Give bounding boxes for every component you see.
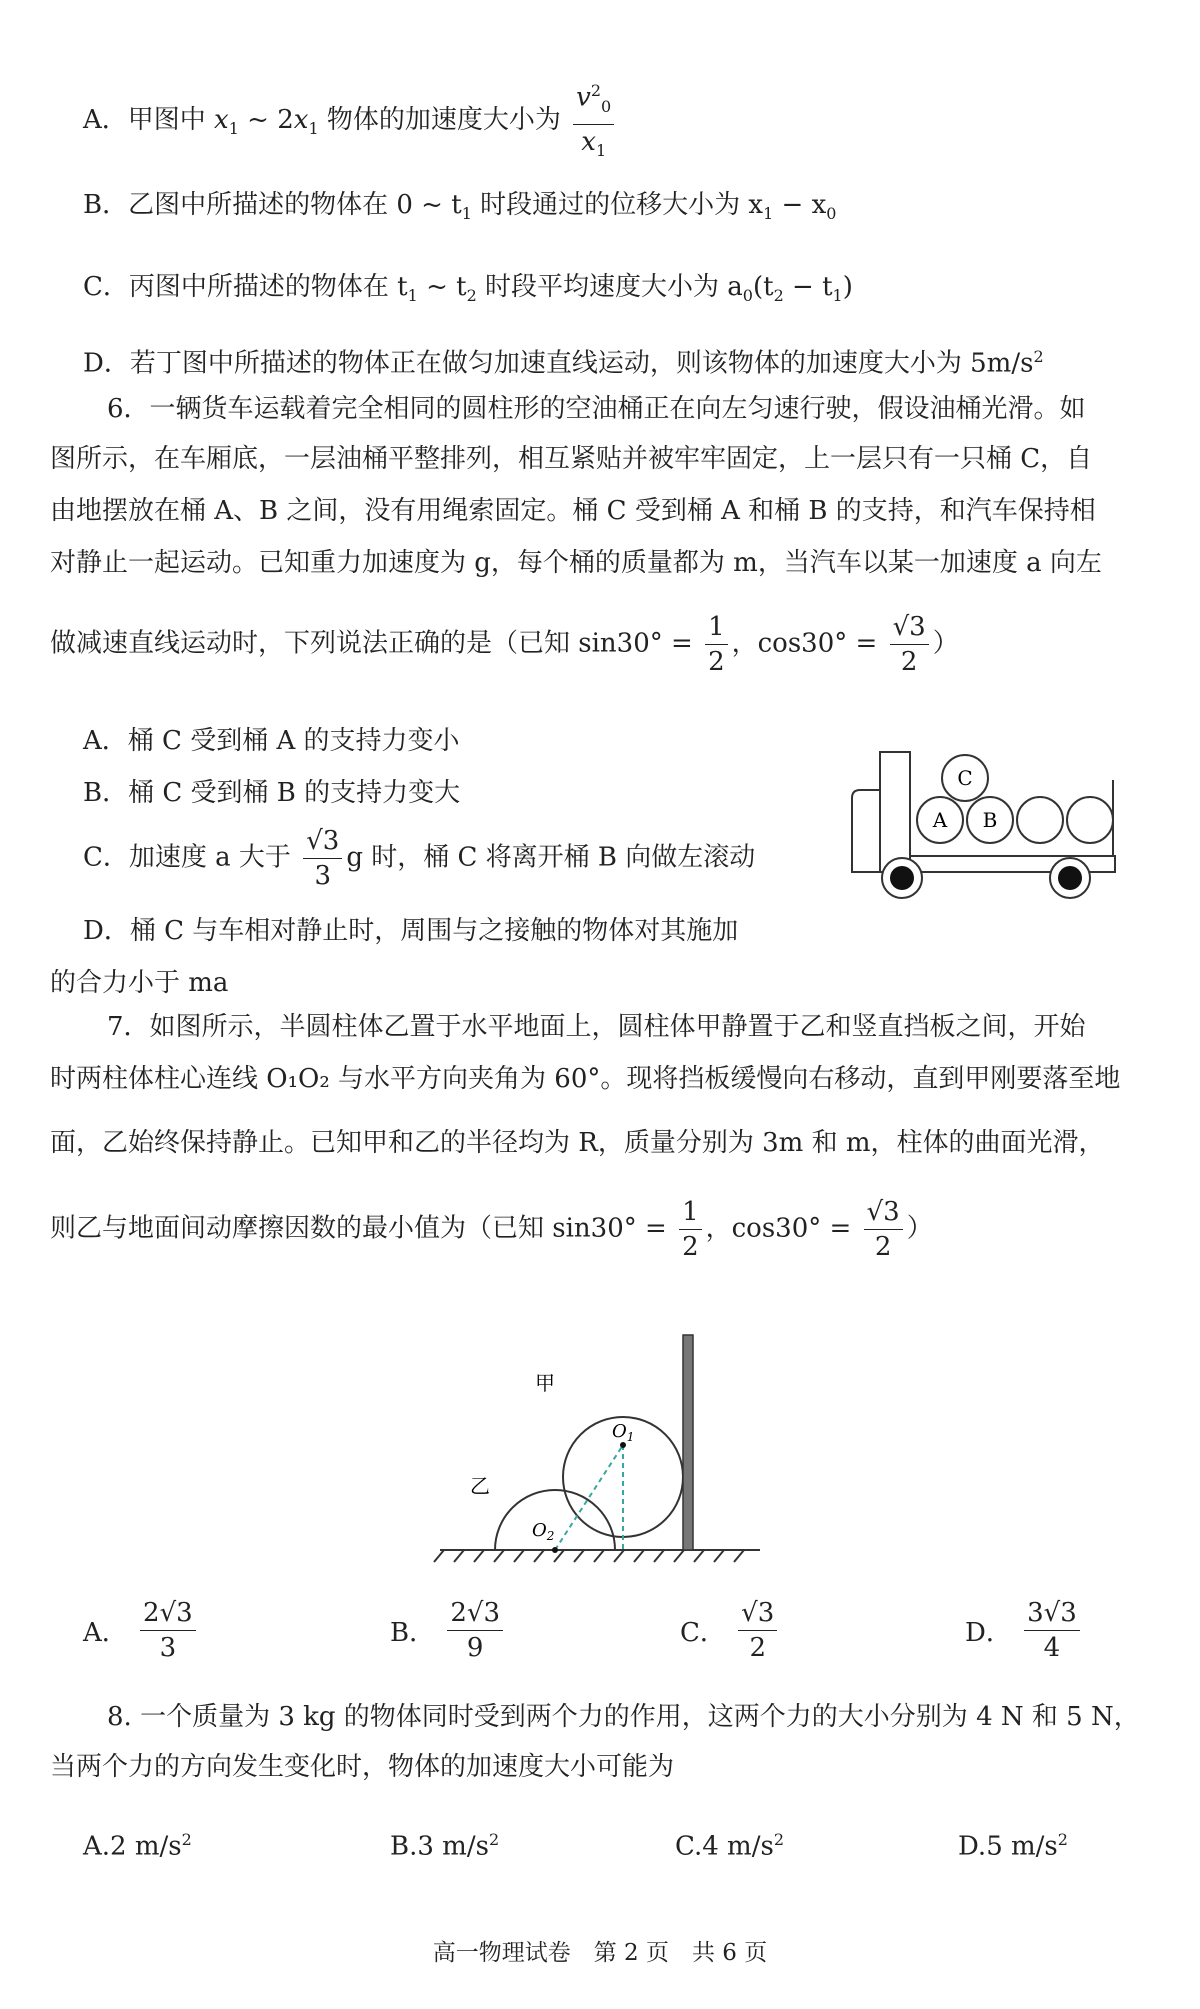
- q8-option-c: C.4 $m/s^2$: [675, 1830, 784, 1862]
- label-o1: $O_1$: [612, 1421, 635, 1444]
- q7-stem-line1: 7．如图所示，半圆柱体乙置于水平地面上，圆柱体甲静置于乙和竖直挡板之间，开始: [107, 1012, 1086, 1042]
- q5-option-d: D．若丁图中所描述的物体正在做匀加速直线运动，则该物体的加速度大小为 $5m/s^2$: [83, 347, 1044, 379]
- q6-stem-line2: 图所示，在车厢底，一层油桶平整排列，相互紧贴并被牢牢固定，上一层只有一只桶 C，自: [50, 444, 1093, 474]
- label-o2: $O_2$: [532, 1520, 555, 1543]
- q5-option-b: B．乙图中所描述的物体在 0 ~ $t_1$ 时段通过的位移大小为 $x_1 - x_0$: [83, 190, 837, 224]
- q6-option-d-line2: 的合力小于 ma: [50, 968, 229, 998]
- q7-stem-line4: 则乙与地面间动摩擦因数的最小值为（已知 sin30° = $\frac{1}{2}$ ，cos30° = $\frac{√3}{2}$ ）: [50, 1197, 933, 1262]
- truck-cab: [880, 752, 910, 872]
- half-cylinder-yi: [495, 1490, 615, 1550]
- wheel-hub-front: [890, 866, 914, 890]
- q7-option-d: D． $\frac{3√3}{4}$: [965, 1596, 1084, 1665]
- q7-option-a: A． $\frac{2√3}{3}$: [83, 1596, 200, 1665]
- point-o1: [620, 1442, 626, 1448]
- q6-stem-line3: 由地摆放在桶 A、B 之间，没有用绳索固定。桶 C 受到桶 A 和桶 B 的支持，和汽车保持相: [50, 496, 1096, 526]
- q6-option-b: B．桶 C 受到桶 B 的支持力变大: [83, 778, 461, 808]
- fraction: $\frac{v^2_0}{x_1}$: [573, 74, 614, 168]
- barrel-label-a: A: [932, 808, 948, 832]
- label-yi: 乙: [470, 1474, 490, 1498]
- cylinder-figure: [430, 1320, 770, 1570]
- q6-option-d-line1: D．桶 C 与车相对静止时，周围与之接触的物体对其施加: [83, 916, 739, 946]
- barrel-label-c: C: [957, 766, 973, 790]
- q7-option-c: C． $\frac{√3}{2}$: [680, 1596, 781, 1665]
- vertical-baffle: [683, 1335, 693, 1550]
- q7-option-b: B． $\frac{2√3}{9}$: [390, 1596, 507, 1665]
- truck-figure: [820, 740, 1150, 900]
- truck-cab-front: [852, 790, 880, 872]
- q5-option-c: C．丙图中所描述的物体在 $t_1$ ~ $t_2$ 时段平均速度大小为 $a_0(t_2 - t_1)$: [83, 272, 853, 306]
- q6-stem-line4: 对静止一起运动。已知重力加速度为 g，每个桶的质量都为 m，当汽车以某一加速度 a 向左: [50, 548, 1102, 578]
- page-footer: 高一物理试卷 第 2 页 共 6 页: [432, 1940, 768, 1966]
- fraction-half: $\frac{1}{2}$: [679, 1195, 702, 1264]
- fraction-cos: $\frac{√3}{2}$: [890, 610, 929, 679]
- barrel: [1067, 797, 1113, 843]
- barrel: [1017, 797, 1063, 843]
- q8-stem-line1: 8. 一个质量为 3 kg 的物体同时受到两个力的作用，这两个力的大小分别为 4 N 和 5 N，: [107, 1702, 1140, 1732]
- ground-hatch: [434, 1550, 744, 1562]
- q8-option-d: D.5 $m/s^2$: [958, 1830, 1068, 1862]
- q6-stem-line5: 做减速直线运动时，下列说法正确的是（已知 sin30° = $\frac{1}{2}$ ，cos30° = $\frac{√3}{2}$ ）: [50, 612, 959, 677]
- q5-option-a: A．甲图中 $x_1$ ~ $2x_1$ 物体的加速度大小为 $\frac{v^2_0}{x_1}$: [83, 74, 618, 168]
- fraction-half: $\frac{1}{2}$: [705, 610, 728, 679]
- q6-option-c: C．加速度 a 大于 $\frac{√3}{3}$ g 时，桶 C 将离开桶 B 向做左滚动: [83, 826, 756, 891]
- fraction: $\frac{√3}{3}$: [303, 824, 342, 893]
- q8-option-b: B.3 $m/s^2$: [390, 1830, 500, 1862]
- q8-stem-line2: 当两个力的方向发生变化时，物体的加速度大小可能为: [50, 1752, 675, 1782]
- point-o2: [552, 1547, 558, 1553]
- q7-stem-line2: 时两柱体柱心连线 O₁O₂ 与水平方向夹角为 60°。现将挡板缓慢向右移动，直到甲刚要落至地: [50, 1064, 1121, 1094]
- q6-option-a: A．桶 C 受到桶 A 的支持力变小: [83, 726, 460, 756]
- wheel-hub-rear: [1058, 866, 1082, 890]
- q6-stem-line1: 6．一辆货车运载着完全相同的圆柱形的空油桶正在向左匀速行驶，假设油桶光滑。如: [107, 394, 1086, 424]
- q7-stem-line3: 面，乙始终保持静止。已知甲和乙的半径均为 R，质量分别为 3m 和 m，柱体的曲面光滑，: [50, 1128, 1105, 1158]
- label-jia: 甲: [535, 1371, 555, 1395]
- q8-option-a: A.2 $m/s^2$: [83, 1830, 192, 1862]
- barrel-label-b: B: [982, 808, 998, 832]
- fraction-cos: $\frac{√3}{2}$: [864, 1195, 903, 1264]
